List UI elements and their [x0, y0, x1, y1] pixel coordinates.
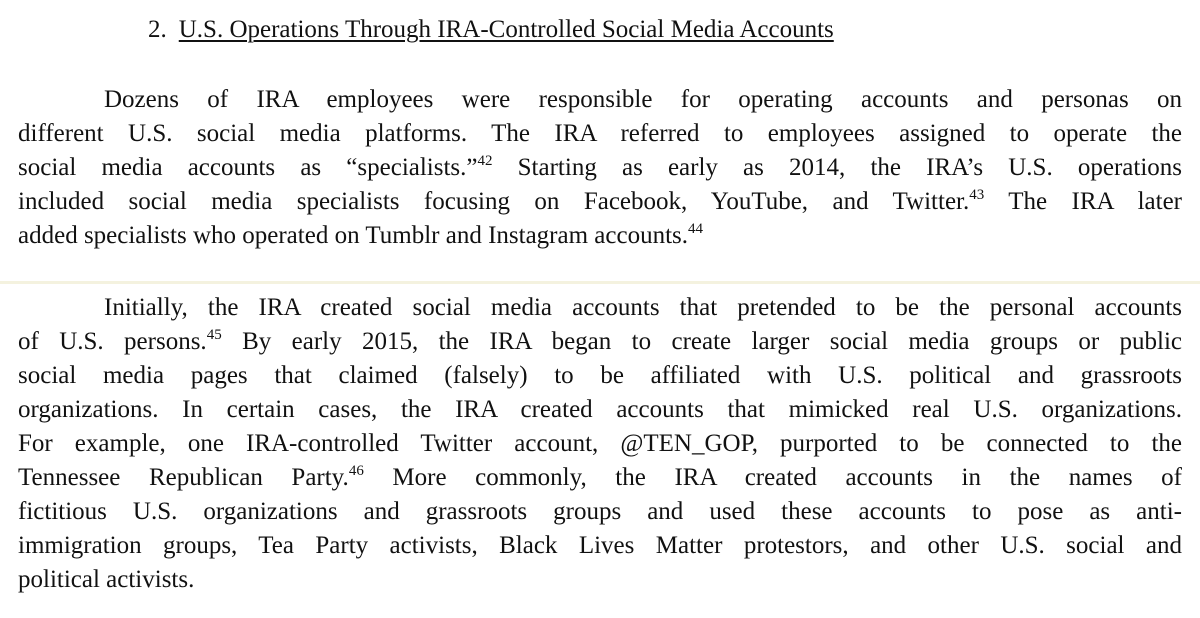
- footnote-42: 42: [477, 153, 493, 169]
- paragraph-1-line-4: [18, 185, 1182, 219]
- text-segment: included social media specialists focusing on Facebook, YouTube, and Twitter.: [18, 188, 970, 215]
- text-segment: By early 2015, the IRA began to create larger social media groups or public: [221, 328, 1183, 355]
- paragraph-2-line-4: organizations. In certain cases, the IRA created accounts that mimicked real U.S. organizations.: [18, 396, 1182, 423]
- section-heading: [148, 13, 834, 47]
- text-segment: of U.S. persons.: [18, 328, 207, 355]
- text-segment: Starting as early as 2014, the IRA’s U.S. operations: [492, 154, 1182, 181]
- paragraph-2-line-3: social media pages that claimed (falsely) to be affiliated with U.S. political and grassroots: [18, 362, 1182, 389]
- paragraph-2-line-2: [18, 325, 1182, 359]
- paragraph-2-line-8: immigration groups, Tea Party activists, Black Lives Matter protestors, and other U.S. social and: [18, 532, 1182, 559]
- paragraph-2-line-7: fictitious U.S. organizations and grassroots groups and used these accounts to pose as anti-: [18, 498, 1182, 525]
- paragraph-1: [18, 83, 1182, 253]
- paragraph-1-line-5: [18, 219, 1182, 253]
- text-segment: social media accounts as “specialists.”: [18, 154, 478, 181]
- footnote-46: 46: [348, 463, 364, 479]
- paragraph-1-line-1: Dozens of IRA employees were responsible for operating accounts and personas on: [104, 86, 1182, 113]
- paragraph-2: [18, 291, 1182, 597]
- footnote-43: 43: [969, 187, 985, 203]
- text-segment: The IRA later: [984, 188, 1182, 215]
- section-number: 2.: [148, 16, 167, 43]
- paragraph-1-line-3: [18, 151, 1182, 185]
- text-segment: Tennessee Republican Party.: [18, 464, 349, 491]
- text-segment: added specialists who operated on Tumblr and Instagram accounts.: [18, 222, 688, 249]
- paragraph-2-line-5: For example, one IRA-controlled Twitter account, @TEN_GOP, purported to be connected to the: [18, 430, 1182, 457]
- footnote-45: 45: [206, 327, 222, 343]
- paragraph-2-line-6: [18, 461, 1182, 495]
- footnote-44: 44: [688, 221, 703, 237]
- text-segment: More commonly, the IRA created accounts in the names of: [363, 464, 1182, 491]
- paragraph-2-line-9: political activists.: [18, 566, 195, 593]
- section-title: U.S. Operations Through IRA-Controlled Social Media Accounts: [178, 16, 834, 43]
- paragraph-2-line-1: Initially, the IRA created social media accounts that pretended to be the personal accounts: [104, 294, 1182, 321]
- paragraph-1-line-2: different U.S. social media platforms. The IRA referred to employees assigned to operate the: [18, 120, 1182, 147]
